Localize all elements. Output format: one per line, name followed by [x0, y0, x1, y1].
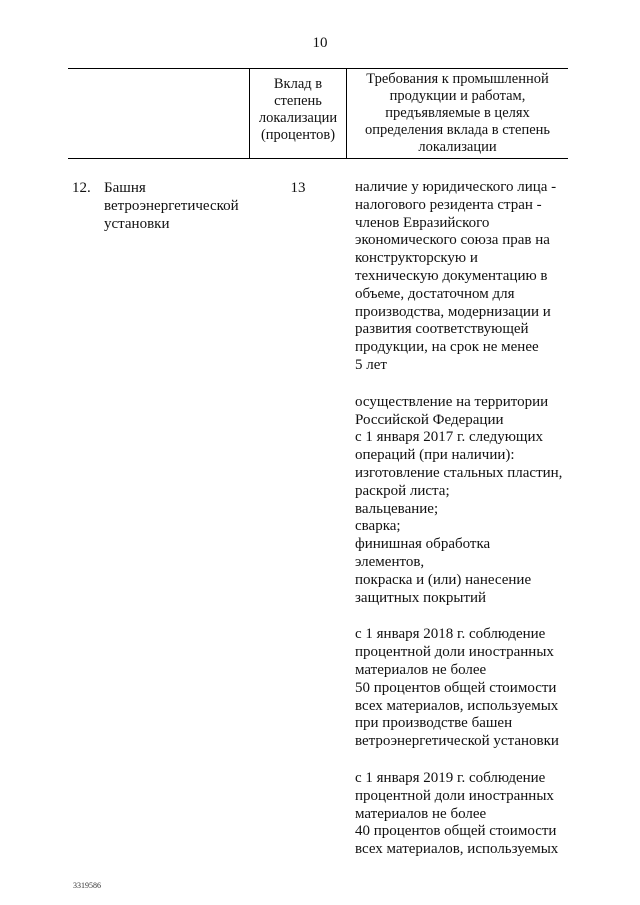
header-contribution: Вклад в степень локализации (процентов) [258, 76, 338, 143]
row-product-name: Башня ветроэнергетической установки [104, 180, 239, 232]
header-bottom-rule [68, 158, 568, 159]
requirement-paragraph: с 1 января 2019 г. соблюдение процентной доли иностранных материалов не более 40 процентов общей стоимости всех материалов, используемых [355, 769, 559, 858]
document-code: 3319586 [73, 881, 101, 890]
requirement-paragraph: с 1 января 2018 г. соблюдение процентной доли иностранных материалов не более 50 процентов общей стоимости всех материалов, используемых при производстве башен ветроэнергетической установки [355, 626, 559, 750]
requirement-paragraph: наличие у юридического лица - налогового резидента стран - членов Евразийского экономического союза прав на конструкторскую и техническую документацию в объеме, достаточном для производства, модернизации и развития соответствующей продукции, на срок не менее 5 лет [355, 179, 557, 373]
header-requirements: Требования к промышленной продукции и работам, предъявляемые в целях определения вклада в степень локализации [364, 71, 551, 155]
header-top-rule [68, 68, 568, 69]
row-requirements [355, 179, 575, 878]
row-contribution-value: 13 [290, 180, 306, 196]
row-number: 12. [72, 180, 91, 196]
page-number: 10 [312, 35, 328, 51]
requirement-paragraph: осуществление на территории Российской Федерации с 1 января 2017 г. следующих операций (при наличии): изготовление стальных пластин, раскрой листа; вальцевание; сварка; финишная обработка элементов, покраска и (или) нанесение защитных покрытий [355, 393, 563, 606]
